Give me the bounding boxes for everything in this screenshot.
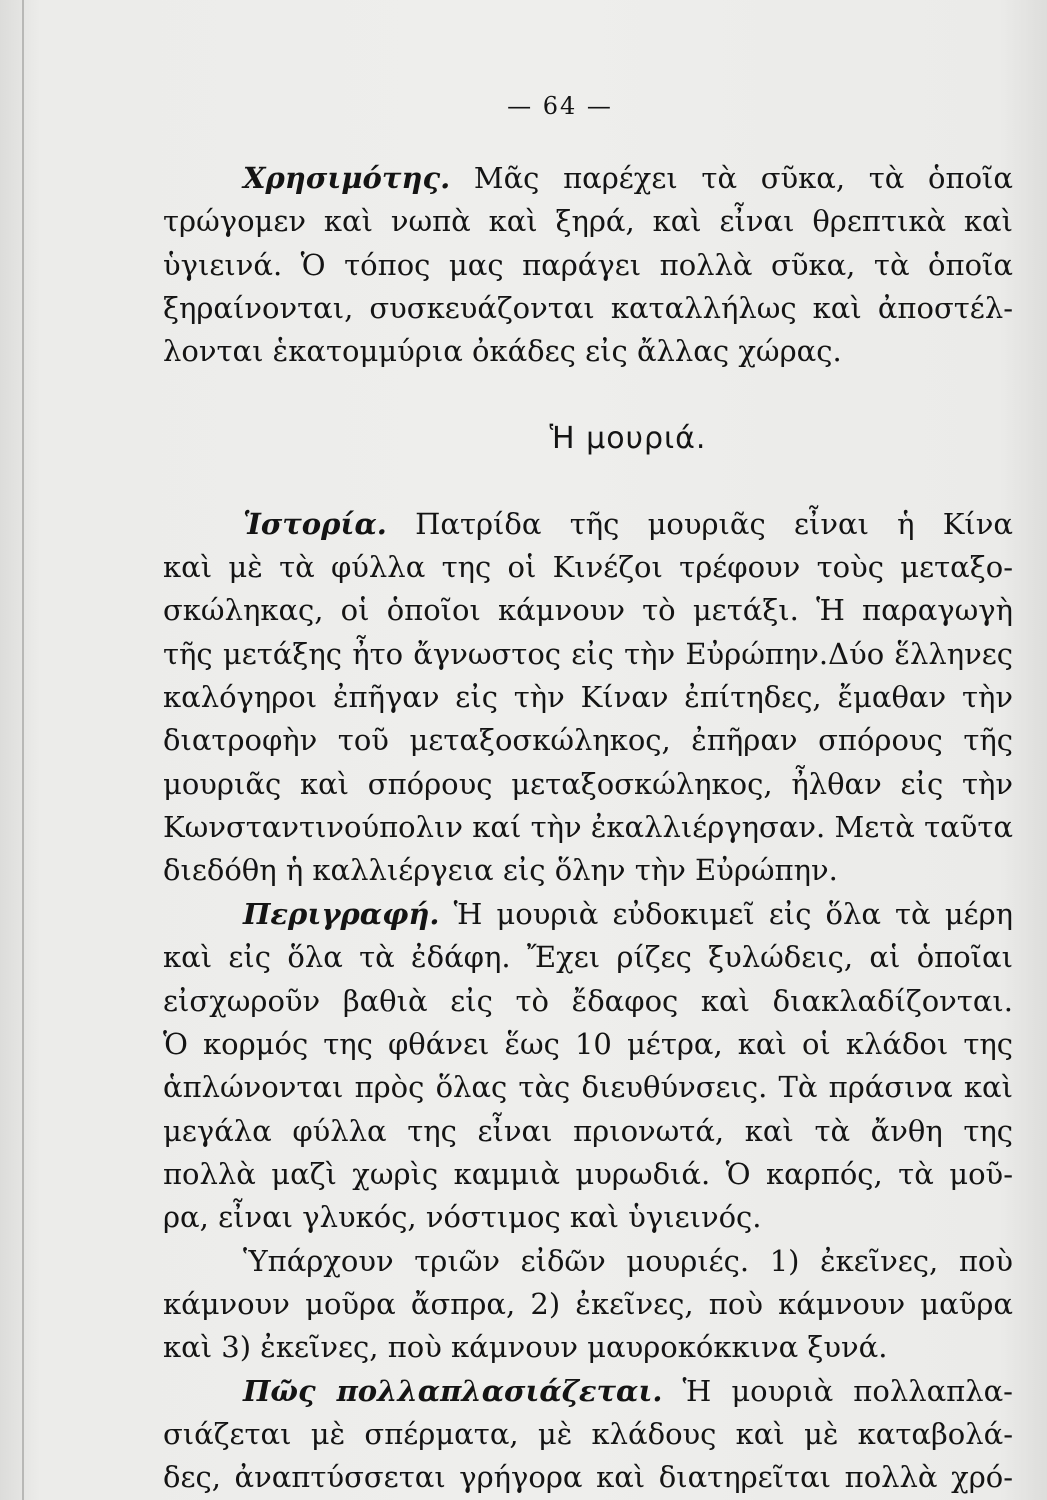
paragraph-line: Κωνσταντινούπολιν καί τὴν ἐκαλλιέργησαν. Μετὰ ταῦτα bbox=[163, 810, 1013, 845]
paragraph-line: ρα, εἶναι γλυκός, νόστιμος καὶ ὑγιεινός. bbox=[163, 1200, 762, 1235]
line-text: Ἡ μουριὰ εὐδοκιμεῖ εἰς ὅλα τὰ μέρη bbox=[453, 896, 1014, 931]
paragraph-keyword: Περιγραφή. bbox=[243, 896, 440, 931]
paragraph-line: ξηραίνονται, συσκευάζονται καταλλήλως καὶ ἀποστέλ- bbox=[163, 291, 1013, 326]
paragraph-keyword: Χρησιμότης. bbox=[243, 161, 451, 195]
paragraph-line: σκώληκας, οἱ ὁποῖοι κάμνουν τὸ μετάξι. Ἡ παραγωγὴ bbox=[163, 593, 1013, 628]
paragraph-line: σιάζεται μὲ σπέρματα, μὲ κλάδους καὶ μὲ καταβολά- bbox=[163, 1416, 1013, 1451]
paragraph-line bbox=[163, 503, 1013, 546]
paragraph-line: τῆς μετάξης ἦτο ἄγνωστος εἰς τὴν Εὐρώπην.Δύο ἕλληνες bbox=[163, 636, 1013, 671]
paragraph-line: ἁπλώνονται πρὸς ὅλας τὰς διευθύνσεις. Τὰ πράσινα καὶ bbox=[163, 1070, 1013, 1105]
paragraph-line: καὶ μὲ τὰ φύλλα της οἱ Κινέζοι τρέφουν τοὺς μεταξο- bbox=[163, 550, 1013, 585]
page-binding-edge bbox=[22, 0, 24, 1500]
paragraph-keyword: Ἱστορία. bbox=[243, 506, 387, 541]
paragraph-line bbox=[163, 157, 1013, 200]
paragraph-line bbox=[163, 1370, 1013, 1413]
paragraph-line: καὶ εἰς ὅλα τὰ ἐδάφη. Ἔχει ρίζες ξυλώδεις, αἱ ὁποῖαι bbox=[163, 940, 1013, 975]
paragraph-line: διατροφὴν τοῦ μεταξοσκώληκος, ἐπῆραν σπόρους τῆς bbox=[163, 723, 1013, 758]
paragraph-line: Ὁ κορμός της φθάνει ἕως 10 μέτρα, καὶ οἱ κλάδοι της bbox=[163, 1026, 1013, 1061]
paragraph-line: τρώγομεν καὶ νωπὰ καὶ ξηρά, καὶ εἶναι θρεπτικὰ καὶ bbox=[163, 204, 1013, 239]
section-heading: Ἡ μουριά. bbox=[549, 420, 707, 456]
paragraph-line bbox=[163, 893, 1013, 936]
paragraph-line: καλόγηροι ἐπῆγαν εἰς τὴν Κίναν ἐπίτηδες, ἔμαθαν τὴν bbox=[163, 680, 1013, 715]
paragraph-line: δες, ἀναπτύσσεται γρήγορα καὶ διατηρεῖται πολλὰ χρό- bbox=[163, 1460, 1013, 1495]
page-body bbox=[163, 157, 1013, 1500]
line-text: Μᾶς παρέχει τὰ σῦκα, τὰ ὁποῖα bbox=[473, 161, 1013, 195]
page-number: — 64 — bbox=[507, 92, 613, 120]
line-text: Ἡ μουριὰ πολλαπλα- bbox=[682, 1373, 1013, 1408]
paragraph-line: μουριᾶς καὶ σπόρους μεταξοσκώληκος, ἦλθαν εἰς τὴν bbox=[163, 766, 1013, 801]
paragraph-line: λονται ἑκατομμύρια ὀκάδες εἰς ἄλλας χώρας. bbox=[163, 334, 842, 369]
paragraph-line: διεδόθη ἡ καλλιέργεια εἰς ὅλην τὴν Εὐρώπην. bbox=[163, 853, 838, 888]
paragraph-line: μεγάλα φύλλα της εἶναι πριονωτά, καὶ τὰ ἄνθη της bbox=[163, 1113, 1013, 1148]
paragraph-line: Ὑπάρχουν τριῶν εἰδῶν μουριές. 1) ἐκεῖνες, ποὺ bbox=[243, 1243, 1013, 1278]
paragraph-line: ὑγιεινά. Ὁ τόπος μας παράγει πολλὰ σῦκα, τὰ ὁποῖα bbox=[163, 247, 1013, 282]
paragraph-line: κάμνουν μοῦρα ἄσπρα, 2) ἐκεῖνες, ποὺ κάμνουν μαῦρα bbox=[163, 1286, 1013, 1321]
line-text: Πατρίδα τῆς μουριᾶς εἶναι ἡ Κίνα bbox=[415, 506, 1013, 541]
paragraph-line: πολλὰ μαζὶ χωρὶς καμμιὰ μυρωδιά. Ὁ καρπός, τὰ μοῦ- bbox=[163, 1156, 1013, 1191]
paragraph-line: καὶ 3) ἐκεῖνες, ποὺ κάμνουν μαυροκόκκινα ξυνά. bbox=[163, 1330, 888, 1365]
paragraph-line: εἰσχωροῦν βαθιὰ εἰς τὸ ἔδαφος καὶ διακλαδίζονται. bbox=[163, 983, 1013, 1018]
paragraph-keyword: Πῶς πολλαπλασιάζεται. bbox=[243, 1373, 663, 1408]
